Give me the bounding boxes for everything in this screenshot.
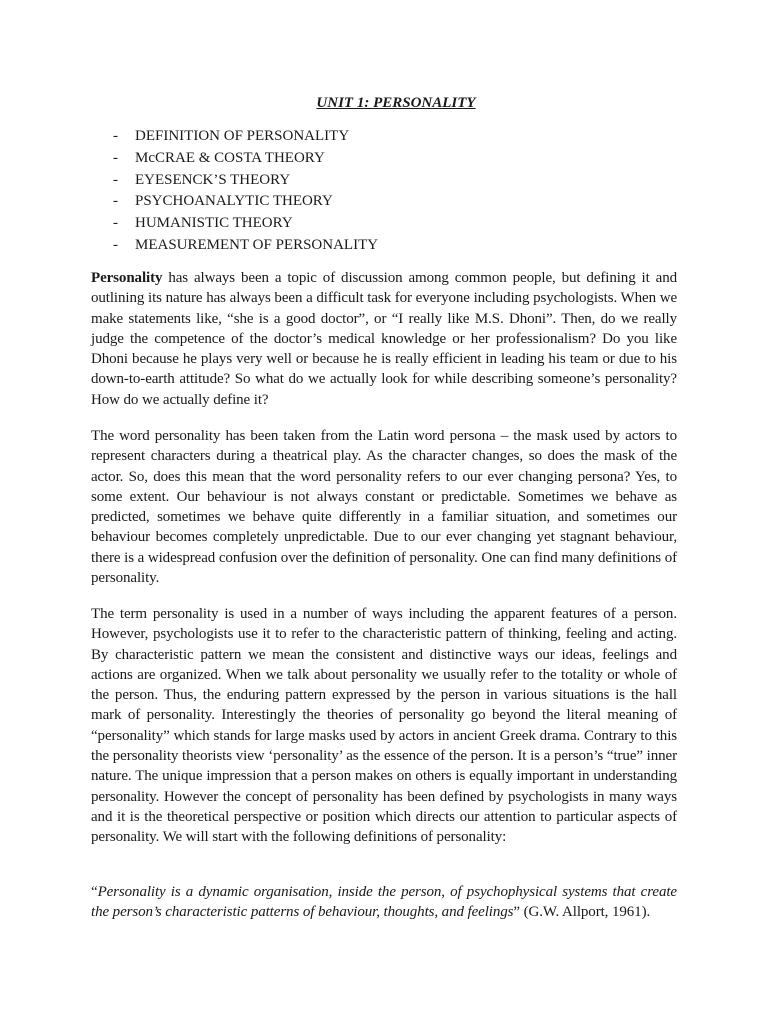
page-title: UNIT 1: PERSONALITY xyxy=(316,95,476,111)
lead-term: Personality xyxy=(91,270,163,286)
list-item-label: EYESENCK’S THEORY xyxy=(135,171,291,188)
list-item xyxy=(113,126,378,148)
list-item xyxy=(113,191,378,213)
list-item xyxy=(113,213,378,235)
list-item-label: McCRAE & COSTA THEORY xyxy=(135,149,325,166)
list-item-label: HUMANISTIC THEORY xyxy=(135,215,293,232)
list-item-label: PSYCHOANALYTIC THEORY xyxy=(135,193,333,210)
quote-close-mark: ” xyxy=(513,904,520,921)
list-dash: - xyxy=(113,128,118,144)
list-item-label: MEASUREMENT OF PERSONALITY xyxy=(135,236,379,253)
allport-quote xyxy=(91,882,677,923)
list-dash: - xyxy=(113,215,118,232)
list-item xyxy=(113,235,378,257)
list-item-label: DEFINITION OF PERSONALITY xyxy=(135,128,350,144)
intro-paragraph xyxy=(91,268,677,410)
quote-text: Personality is a dynamic organisation, inside the person, of psychophysical systems that create the person’s characteristic patterns of behaviour, thoughts, and feelings xyxy=(91,884,677,921)
quote-open-mark: “ xyxy=(91,884,98,900)
intro-paragraph-text: has always been a topic of discussion among common people, but defining it and outlining its nature has always been a difficult task for everyone including psychologists. When we make statements like, “she is a good doctor”, or “I really like M.S. Dhoni”. Then, do we really judge the competence of the doctor’s medical knowledge or her professionalism? Do you like Dhoni because he plays very well or because he is really efficient in leading his team or due to his down-to-earth attitude? So what do we actually look for while describing someone’s personality? How do we actually define it? xyxy=(91,270,677,408)
topic-list xyxy=(113,126,378,257)
list-dash: - xyxy=(113,193,118,210)
list-item xyxy=(113,170,378,192)
list-dash: - xyxy=(113,236,118,253)
list-dash: - xyxy=(113,171,118,188)
definition-paragraph: The term personality is used in a number of ways including the apparent features of a person. However, psychologists use it to refer to the characteristic pattern of thinking, feeling and acting. By characteristic pattern we mean the consistent and distinctive ways our ideas, feelings and actions are organized. When we talk about personality we usually refer to the totality or whole of the person. Thus, the enduring pattern expressed by the person in various situations is the hall mark of personality. Interestingly the theories of personality go beyond the literal meaning of “personality” which stands for large masks used by actors in ancient Greek drama. Contrary to this the personality theorists view ‘personality’ as the essence of the person. It is a person’s “true” inner nature. The unique impression that a person makes on others is equally important in understanding personality. However the concept of personality has been defined by psychologists in many ways and it is the theoretical perspective or position which directs our attention to particular aspects of personality. We will start with the following definitions of personality: xyxy=(91,606,677,846)
list-dash: - xyxy=(113,149,118,166)
etymology-paragraph: The word personality has been taken from the Latin word persona – the mask used by actors to represent characters during a theatrical play. As the character changes, so does the mask of the actor. So, does this mean that the word personality refers to our ever changing persona? Yes, to some extent. Our behaviour is not always constant or predictable. Sometimes we behave as predicted, sometimes we behave quite differently in a familiar situation, and sometimes our behaviour becomes completely unpredictable. Due to our ever changing yet stagnant behaviour, there is a widespread confusion over the definition of personality. One can find many definitions of personality. xyxy=(91,428,677,587)
list-item xyxy=(113,148,378,170)
quote-citation: (G.W. Allport, 1961). xyxy=(519,904,651,921)
